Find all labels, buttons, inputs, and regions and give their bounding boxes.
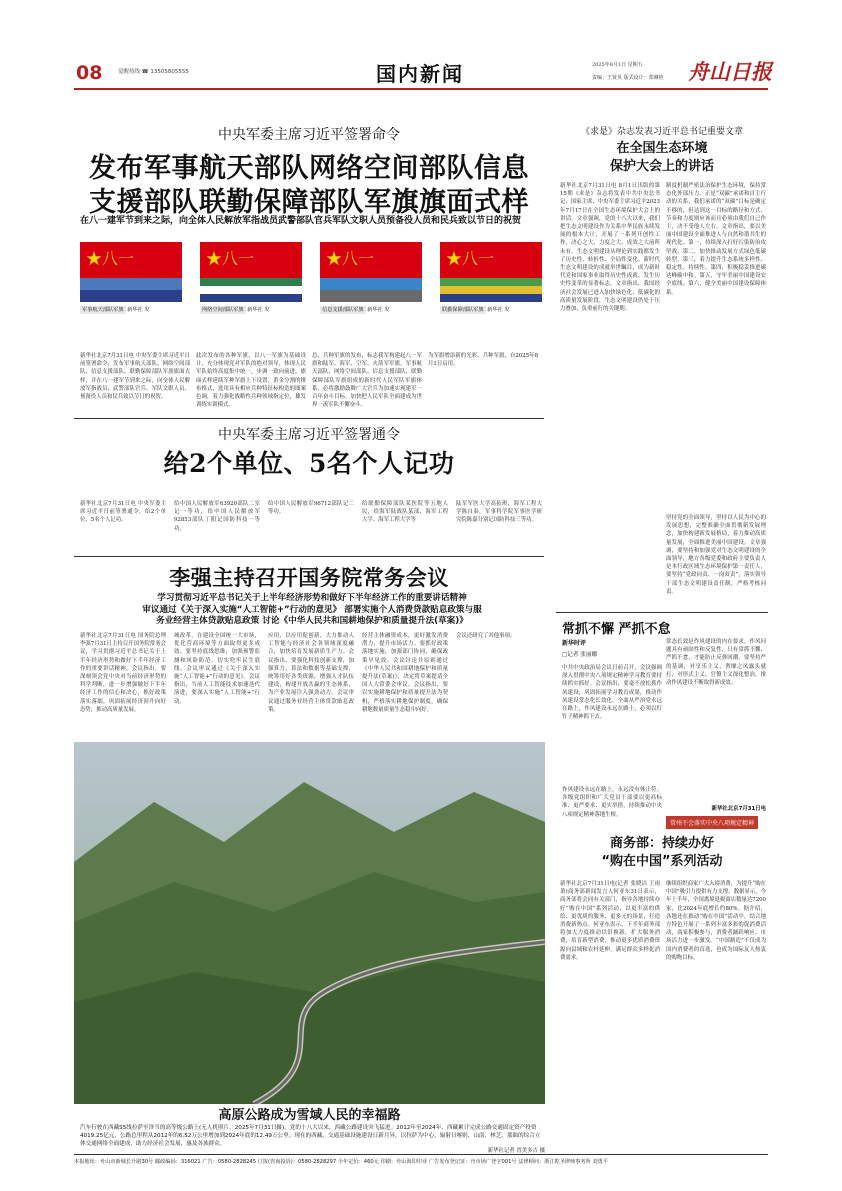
opinion-dateline: 新华社北京7月31日电: [711, 806, 766, 812]
story1-title-line1: 发布军事航天部队网络空间部队信息: [89, 153, 529, 184]
story4-title-line2: 保护大会上的讲话: [609, 159, 714, 174]
photo-credit: 新华社记者 晋美多吉 摄: [487, 1148, 545, 1154]
story2-col5: 陆军军医大学高拓班，海军工程大学陈自泰，军事科学院军事医学研究院陈嘉分别记国防科技三等功。: [456, 501, 542, 524]
opinion-title: 常抓不懈 严抓不怠: [562, 622, 671, 637]
story4-kicker: 《求是》杂志发表习近平总书记重要文章: [580, 127, 743, 137]
opinion-source: 新华时评: [562, 640, 587, 647]
story2-col1: 新华社北京7月31日电 中央军委主席习近平日前签署通令，给2个单位、5名个人记功。: [80, 501, 166, 524]
story5-col1: 新华社北京7月31日电(记者 张晓洁 王雨萧)商务部新闻发言人何亚东31日表示，商务部将会同有关部门，指导各地持续办好“购在中国”系列活动，以更丰富的供给、更优质的服务、更多元的场景，打造消费新热点。何亚东表示，下半年商务部将加大力度推动以旧换新，扩大服务消费，培育新型消费，推动更多优质消费资源向县域和农村延伸，满足群众多样化消费需求。: [560, 881, 660, 961]
story2-kicker: 中央军委主席习近平签署通令: [218, 427, 400, 443]
editor-credits: 责编：王贤英 版式设计：郑琳艳: [592, 75, 664, 81]
highway-photo: [74, 742, 545, 1104]
flag-cyberspace: ★八一: [200, 242, 302, 302]
footer-rule: [74, 1154, 768, 1155]
flag-info-support: ★八一: [320, 242, 422, 302]
story3-col5: 会议还研究了其他事项。: [456, 633, 516, 639]
flag-caption: 信息支援部队军旗 新华社 发: [322, 307, 390, 313]
opinion-col1: 中共中央政治局会议日前召开，会议强调深入贯彻中央八项规定精神学习教育要持续抓实抓好。会议指出，要毫不放松抓作风建设，巩固拓展学习教育成果，推动作风建设常态化长效化。全面从严治党永远在路上，作风建设永远在路上，必须以钉钉子精神抓下去。: [562, 665, 662, 721]
story4-col1: 新华社北京7月31日电 8月1日出版的第15期《求是》杂志将发表中共中央总书记、国家主席、中央军委主席习近平2023年7月17日在全国生态环境保护大会上的讲话。文章强调，党的十八大以来，我们把生态文明建设作为关系中华民族永续发展的根本大计，开展了一系列开创性工作，决心之大、力度之大、成效之大前所未有，生态文明建设从理论到实践都发生了历史性、转折性、全局性变化。新时代生态文明建设的成就举世瞩目，成为新时代党和国家事业取得历史性成就、发生历史性变革的显著标志。文章指出，我国经济社会发展已进入加快绿色化、低碳化的高质量发展阶段，生态文明建设仍处于压力叠加、负重前行的关键期。: [560, 183, 660, 313]
story2-col4: 给联勤保障部队某医院等五地人民，给海军陆战队某部、海军工程大学、海军工程大学等: [362, 501, 448, 524]
opinion-col2: 常态长效是作风建设的内在要求。作风问题具有顽固性和反复性，只有常抓不懈、严抓不怠，才能防止反弹回潮。要坚持严的基调，对享乐主义、奢靡之风露头就打，对形式主义、官僚主义深化整治，推动作风建设不断取得新成效。: [666, 639, 766, 687]
photo-caption-text: 汽车行驶在西藏S5线拉萨至泽当的高等级公路上(无人机照片，2025年7月31日摄)。党的十八大以来，西藏公路建设突飞猛进。2012年至2024年，西藏累计完成公路交通固定资产投资4019.25亿元，公路总里程从2012年的6.52万公里增加到2024年底的12.49万公里。现在的西藏，交通基础设施建设日新月异，以拉萨为中心，辐射日喀则、山南、林芝、那曲的综合立体交通网络全面建成，助力经济社会发展，惠及各族群众。: [80, 1125, 541, 1147]
story1-title-line2: 支援部队联勤保障部队军旗旗面式样: [89, 187, 529, 218]
story3-title: 李强主持召开国务院常务会议: [169, 566, 449, 590]
page-number: 08: [76, 62, 103, 84]
flag-caption: 联勤保障部队军旗 新华社 发: [442, 307, 510, 313]
story1-col4: 为军旗增添新的光彩。兵种军旗，自2025年8月1日启用。: [428, 353, 538, 368]
flag-aerospace: ★八一: [80, 242, 182, 302]
divider: [74, 418, 544, 419]
story1-kicker: 中央军委主席习近平签署命令: [218, 127, 400, 143]
flags-row: [80, 242, 544, 332]
newspaper-logo: 舟山日报: [688, 59, 772, 84]
flag-caption: 网络空间部队军旗 新华社 发: [202, 307, 270, 313]
story4-title-line1: 在全国生态环境: [616, 141, 708, 156]
story4-col3: 坚持党的全面领导，坚持以人民为中心的发展思想，完整准确全面贯彻新发展理念，加快构建新发展格局，着力推动高质量发展，全面推进美丽中国建设。文章强调，要坚持和加强党对生态文明建设的全面领导，地方各级党委和政府主要负责人是本行政区域生态环境保护第一责任人，要坚持“党政同责、一岗双责”，落实领导干部生态文明建设责任制，严格考核问责。: [666, 515, 766, 595]
story3-subtitle: 学习贯彻习近平总书记关于上半年经济形势和做好下半年经济工作的重要讲话精神 审议通过《关于深入实施“人工智能+”行动的意见》 部署实施个人消费贷款贴息政策与服 务业经营主体贷款贴息政策 讨论《中华人民共和国耕地保护和质量提升法(草案)》: [142, 593, 482, 626]
divider: [556, 612, 768, 613]
story1-col2: 此次发布的各种军旗，以八一军旗为基础设计，充分体现党对军队的绝对领导，体现人民军队始终高度集中统一，步调一致向前进，旗面式样延续军种军旗上下设置，黄金分割的排布格式，选用具有相应兵种特征标构造的图案色调，着力强化战略性兵种领域指定位，雄发训练实训模式。: [196, 353, 306, 409]
hotline: 觉醒热线 ☎ 13505805555: [118, 69, 189, 75]
story3-col4: 经营主体融资成本，更好激发消费潜力，提升市场活力。要抓好政策落地实施，加强部门协同，确保政策早见效。会议讨论并原则通过《中华人民共和国耕地保护和质量提升法(草案)》，决定将草案提请全国人大常委会审议。会议指出，要以实施耕地保护和质量提升法为契机，严格落实耕地保护制度，确保耕地数量质量生态稳中向好。: [362, 633, 448, 713]
story5-title-line1: 商务部：持续办好: [609, 836, 714, 851]
imprint-footer: 本报地址：舟山市新城长升路30号 邮政编码：316021 广告：0580-2828245 订报(咨询投诉)：0580-2828297 全年定价：460元 印刷：舟山海印印业 广告发布登记证：舟市场广登字001号 法律顾问：浙江乾圣律师事务所 刘勇平: [74, 1159, 609, 1165]
photo-caption-title: 高原公路成为雪域人民的幸福路: [218, 1108, 401, 1123]
story3-col3: 应用，以应用促创新，大力推动人工智能与经济社会各领域深度融合，加快培育发展新质生产力。会议指出，要强化科技创新支撑，加强算力、算法和数据等基础支撑，统筹用好各类资源，增强人才队伍建设，构建开放共赢的生态体系，为产业发展注入强劲动力。会议审议通过服务业经营主体贷款贴息政策。: [268, 633, 354, 713]
story3-col1: 新华社北京7月31日电 国务院总理李强7月31日主持召开国务院常务会议，学习贯彻习近平总书记关于上半年经济形势和做好下半年经济工作的重要讲话精神，会议指出，要深刻领会党中央对当前经济形势的科学判断，进一步增强做好下半年经济工作的信心和决心，抓好政策落实落细，巩固拓展经济回升向好态势，推动高质量发展。: [80, 633, 166, 713]
promo-banner: 常州不会落实中央八项规定精神: [666, 816, 758, 829]
header-rule: [74, 88, 768, 90]
flag-caption: 军事航天部队军旗 新华社 发: [82, 307, 150, 313]
story5-col2: 继续组织商家广大入境消费，为提升“购在中国”吸引力提供有力支撑。数据显示，今年上半年，全国离境退税商店数量达7200家，比2024年底增长约80%。据介绍，各地还在推动“购在中国”活动中，结合地方特色开展了一系列丰富多彩的促消费活动，商家积极参与，消费者踊跃响应，市场活力进一步激发。“中国制造”不仅成为国内消费者的首选，也成为国际友人热衷的购物目标。: [666, 881, 766, 961]
story1-col1: 新华社北京7月31日电 中央军委主席习近平日前签署命令，发布军事航天部队、网络空间部队、信息支援部队、联勤保障部队军旗旗面式样，并在八一建军节到来之际，向全体人民解放军指战员、武警部队官兵、军队文职人员、预备役人员和民兵致以节日的祝贺。: [80, 353, 190, 401]
story2-col2: 给中国人民解放军63920部队二室记一等功，给中国人民解放军92853部队丁阳记国防科技一等功。: [174, 501, 260, 532]
story1-subtitle: 在八一建军节到来之际，向全体人民解放军指战员武警部队官兵军队文职人员预备役人员和民兵致以节日的祝贺: [80, 216, 522, 226]
divider: [74, 556, 544, 557]
story1-col3: 总，兵种军旗的发布，标志我军构建起八一军旗和陆军、海军、空军、火箭军军旗，军事航天部队、网络空间部队、信息支援部队、联勤保障部队军旗组成的新时代人民军队军旗体系，必将激励鼓舞广大官兵为加速实现建军一百年奋斗目标，加快把人民军队全面建成为世界一流军队不懈奋斗。: [312, 353, 422, 409]
story2-col3: 给中国人民解放军96712部队记二等功。: [268, 501, 354, 516]
story2-title: 给2个单位、5名个人记功: [163, 449, 455, 478]
story4-col2: 制度机制严密法治保护生态环境，保持常态化外部压力，正是“双碳”承诺和自主行动的关系，我们承诺的“双碳”目标是确定不移的，但达到这一目标的路径和方式、节奏和力度则应该而且必须由我们自己作主，决不受他人左右。文章指出，要以美丽中国建设全面推进人与自然和谐共生的现代化。第一，持续深入打好污染防治攻坚战。第二，加快推动发展方式绿色低碳转型。第三，着力提升生态系统多样性、稳定性、持续性。第四，积极稳妥推进碳达峰碳中和。第五，守牢美丽中国建设安全底线。第六，健全美丽中国建设保障体系。: [666, 183, 766, 296]
opinion-author: □记者 张丽娜: [562, 652, 598, 658]
flag-logistics: ★八一: [440, 242, 542, 302]
issue-date: 2025年8月1日 星期五: [592, 62, 643, 68]
section-title: 国内新闻: [376, 62, 464, 86]
story3-col2: 城改革，在建设全国统一大市场，优化营商环境等方面取得更多成效。要坚持底线思维，加强预警监测和风险防范，切实兜牢民生底线。会议审议通过《关于深入实施“人工智能+”行动的意见》。会议指出，当前人工智能技术加速迭代演进，要深入实施“人工智能+”行动。: [174, 633, 260, 705]
opinion-col3: 作风建设永远在路上，永远没有休止符。各级党组织和广大党员干部要以更高标准、更严要求、更实举措，持续推动中央八项规定精神落地生根。: [562, 787, 662, 818]
story5-title-line2: “购在中国”系列活动: [601, 854, 723, 869]
